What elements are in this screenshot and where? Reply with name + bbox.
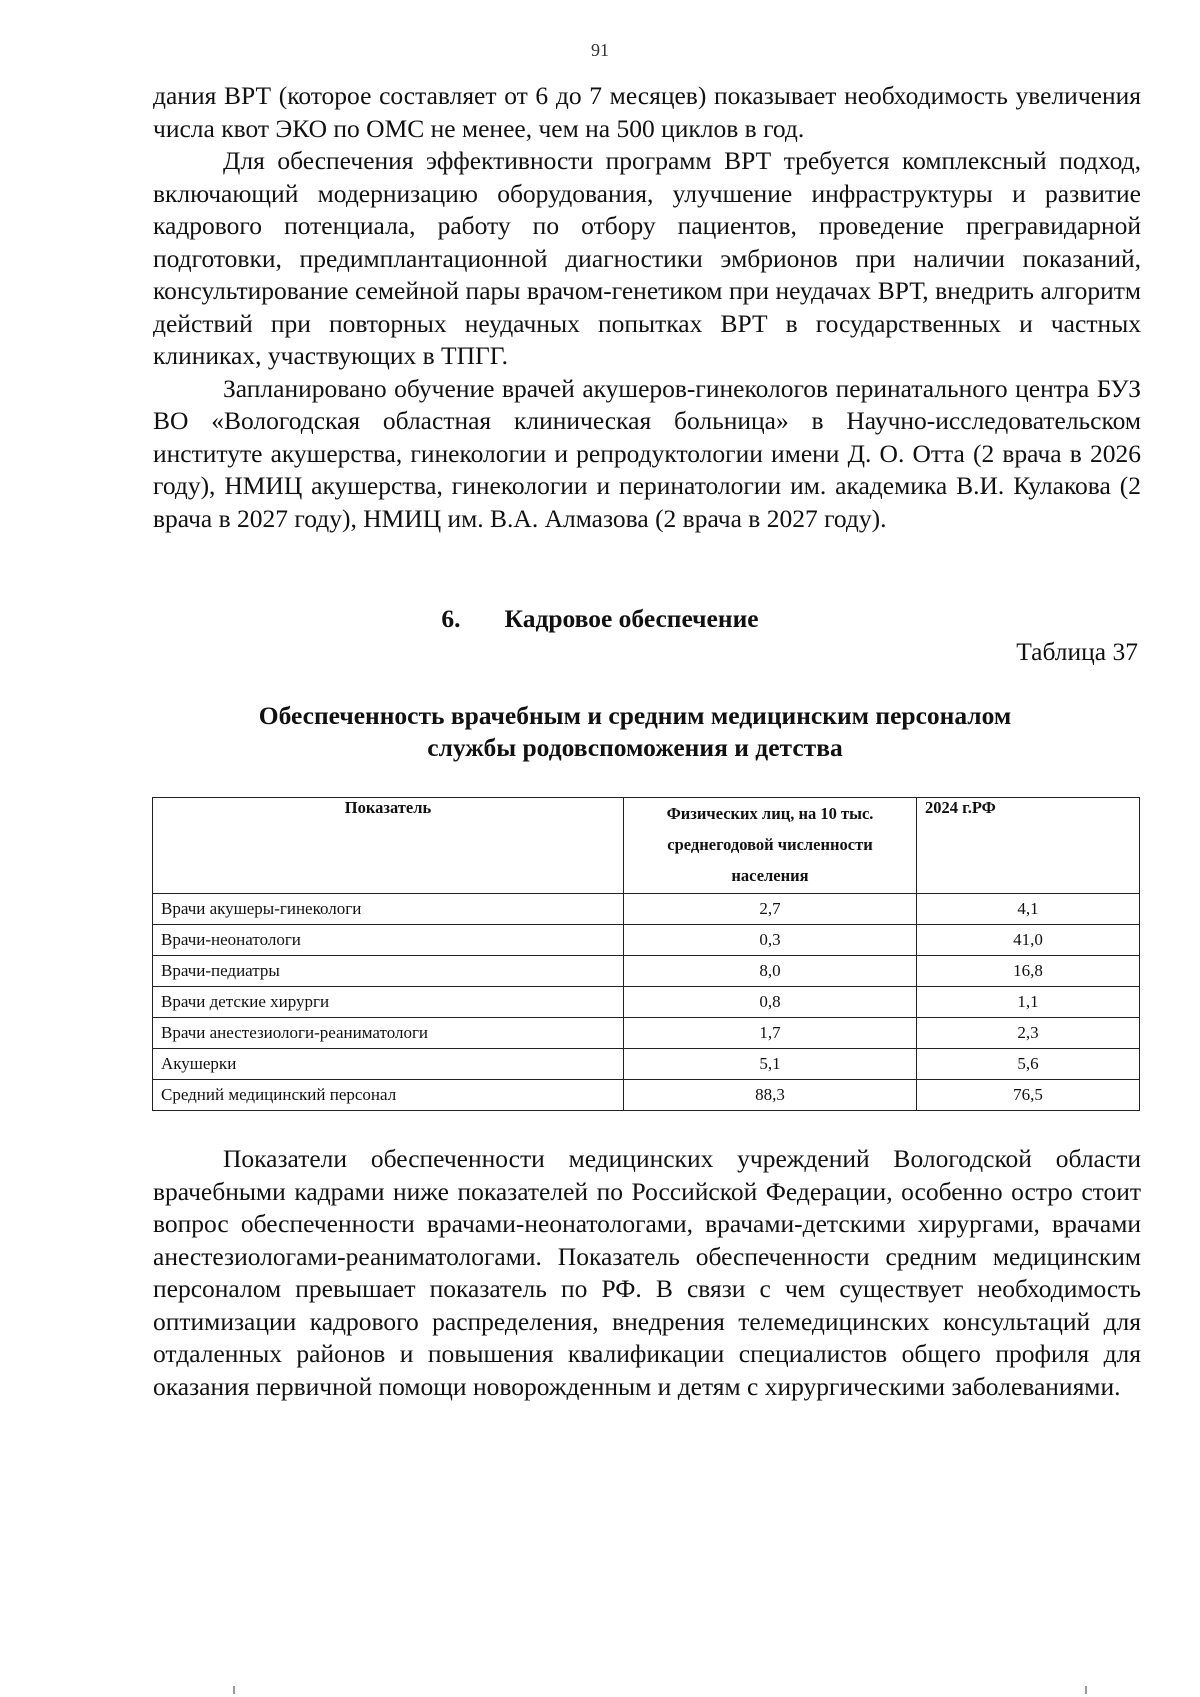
table-number: Таблица 37 [1016,637,1138,666]
header-indicator: Показатель [153,798,624,894]
section-heading [0,604,1200,634]
row-label: Врачи детские хирурги [153,987,624,1018]
row-value: 2,7 [624,894,917,925]
row-rf-value: 5,6 [917,1049,1140,1080]
table-header-row [153,798,1140,894]
scan-mark [1085,1686,1087,1694]
row-label: Врачи анестезиологи-реаниматологи [153,1018,624,1049]
conclusion-text [153,1143,1141,1403]
header-per-10k: Физических лиц, на 10 тыс. среднегодовой численности населения [624,798,917,894]
table-title [235,700,1035,764]
row-rf-value: 1,1 [917,987,1140,1018]
table-title-line-2: службы родовспоможения и детства [427,733,843,762]
row-rf-value: 76,5 [917,1080,1140,1111]
row-rf-value: 2,3 [917,1018,1140,1049]
table-row [153,1049,1140,1080]
row-label: Врачи акушеры-гинекологи [153,894,624,925]
row-rf-value: 4,1 [917,894,1140,925]
paragraph-conclusion: Показатели обеспеченности медицинских учреждений Вологодской области врачебными кадрами ниже показателей по Российской Федерации, особенно остро стоит вопрос обеспеченности врачами-неонатологами, врачами-детскими хирургами, врачами анестезиологами-реаниматологами. Показатель обеспеченности средним медицинским персоналом превышает показатель по РФ. В связи с чем существует необходимость оптимизации кадрового распределения, внедрения телемедицинских консультаций для отдаленных районов и повышения квалификации специалистов общего профиля для оказания первичной помощи новорожденным и детям с хирургическими заболеваниями. [153,1144,1141,1401]
table-row [153,925,1140,956]
row-value: 5,1 [624,1049,917,1080]
paragraph-continuation: дания ВРТ (которое составляет от 6 до 7 месяцев) показывает необходимость увеличения числа квот ЭКО по ОМС не менее, чем на 500 циклов в год. [153,81,1141,143]
row-label: Акушерки [153,1049,624,1080]
row-rf-value: 16,8 [917,956,1140,987]
paragraph-art-approach: Для обеспечения эффективности программ ВРТ требуется комплексный подход, включающий модернизацию оборудования, улучшение инфраструктуры и развитие кадрового потенциала, работу по отбору пациентов, проведение прегравидарной подготовки, предимплантационной диагностики эмбрионов при наличии показаний, консультирование семейной пары врачом-генетиком при неудачах ВРТ, внедрить алгоритм действий при повторных неудачных попытках ВРТ в государственных и частных клиниках, участвующих в ТПГГ. [153,146,1141,370]
table-row [153,1080,1140,1111]
staffing-table [152,797,1140,1111]
intro-text [153,80,1141,535]
table-row [153,894,1140,925]
row-rf-value: 41,0 [917,925,1140,956]
paragraph-training-plan: Запланировано обучение врачей акушеров-гинекологов перинатального центра БУЗ ВО «Вологодская областная клиническая больница» в Научно-исследовательском институте акушерства, гинекологии и репродуктологии имени Д. О. Отта (2 врача в 2026 году), НМИЦ акушерства, гинекологии и перинатологии им. академика В.И. Кулакова (2 врача в 2027 году), НМИЦ им. В.А. Алмазова (2 врача в 2027 году). [153,373,1141,533]
section-title: Кадровое обеспечение [504,604,759,633]
header-rf-2024: 2024 г.РФ [917,798,1140,894]
table-row [153,1018,1140,1049]
row-value: 88,3 [624,1080,917,1111]
scan-edge-marks [225,1686,1105,1694]
row-label: Средний медицинский персонал [153,1080,624,1111]
row-value: 8,0 [624,956,917,987]
page-number: 91 [591,40,609,60]
section-number: 6. [441,604,461,633]
scan-mark [233,1686,235,1694]
row-label: Врачи-неонатологи [153,925,624,956]
row-value: 0,8 [624,987,917,1018]
row-value: 0,3 [624,925,917,956]
row-value: 1,7 [624,1018,917,1049]
table-row [153,987,1140,1018]
table-row [153,956,1140,987]
table-title-line-1: Обеспеченность врачебным и средним медицинским персоналом [258,701,1012,730]
row-label: Врачи-педиатры [153,956,624,987]
